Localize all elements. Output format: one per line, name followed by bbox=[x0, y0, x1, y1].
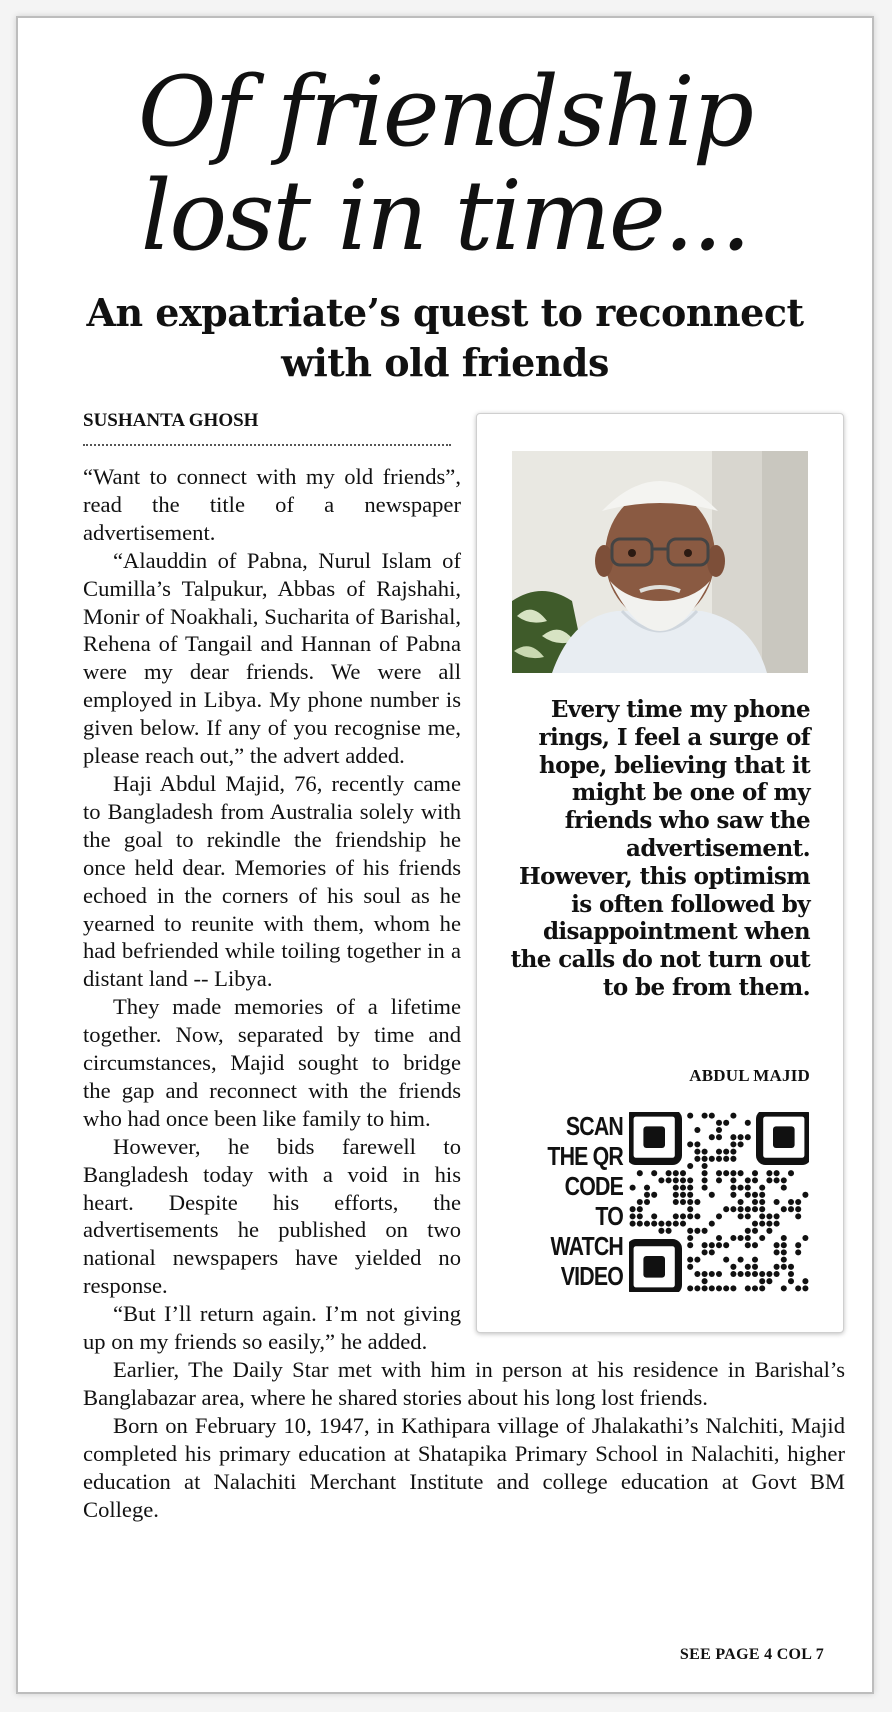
qr-prompt-line-5: WATCH bbox=[550, 1231, 623, 1261]
qr-prompt-line-6: VIDEO bbox=[560, 1261, 623, 1291]
qr-prompt-line-2: THE QR bbox=[547, 1141, 623, 1171]
article-paragraph-4: They made memories of a lifetime together. Now, separated by time and circumstances, Majid sought to bridge the gap and reconnect with the friends who had once been like family to him. bbox=[83, 994, 461, 1131]
headline-line-2: lost in time... bbox=[140, 160, 750, 272]
subheadline-line-2: with old friends bbox=[281, 340, 609, 385]
article-paragraph-6: “But I’ll return again. I’m not giving up on my friends so easily,” he added. bbox=[83, 1301, 461, 1355]
qr-prompt bbox=[528, 1111, 623, 1291]
quote-sidebar bbox=[476, 413, 844, 1333]
article-paragraph-7: Earlier, The Daily Star met with him in person at his residence in Barishal’s Banglabazar area, where he shared stories about his long lost friends. bbox=[83, 1357, 845, 1410]
portrait-illustration bbox=[512, 451, 808, 673]
qr-prompt-line-3: CODE bbox=[564, 1171, 623, 1201]
article-paragraph-1: “Want to connect with my old friends”, read the title of a newspaper advertisement. bbox=[83, 464, 461, 545]
qr-prompt-line-4: TO bbox=[595, 1201, 623, 1231]
qr-prompt-line-1: SCAN bbox=[565, 1111, 623, 1141]
article-paragraph-2: “Alauddin of Pabna, Nurul Islam of Cumilla’s Talpukur, Abbas of Rajshahi, Monir of Noakhali, Sucharita of Barishal, Rehena of Tangail and Hannan of Pabna were my dear friends. We were all employed in Libya. My phone number is given below. If any of you recognise me, please reach out,” the advert added. bbox=[83, 547, 461, 769]
pull-quote: Every time my phone rings, I feel a surge of hope, believing that it might be one of my friends who saw the advertisement. However, this optimism is often followed by disappointment when the calls do not turn out to be from them. bbox=[510, 696, 810, 1001]
continuation-note: SEE PAGE 4 COL 7 bbox=[679, 1646, 824, 1663]
article-paragraph-3: Haji Abdul Majid, 76, recently came to Bangladesh from Australia solely with the goal to rekindle the friendship he once held dear. Memories of his friends echoed in the corners of his soul as he yearned to reunite with them, whom he had befriended while toiling together in a distant land -- Libya. bbox=[83, 770, 461, 992]
headline bbox=[18, 56, 872, 272]
byline: SUSHANTA GHOSH bbox=[83, 408, 451, 446]
newspaper-page bbox=[16, 16, 874, 1694]
qr-code-icon[interactable] bbox=[629, 1112, 809, 1292]
subheadline bbox=[58, 288, 832, 388]
article-paragraph-8: Born on February 10, 1947, in Kathipara village of Jhalakathi’s Nalchiti, Majid completed his primary education at Shatapika Primary School in Nalachiti, higher education at Nalachiti Merchant Institute and college education at Govt BM College. bbox=[83, 1412, 845, 1522]
portrait-photo bbox=[512, 451, 808, 673]
subheadline-line-1: An expatriate’s quest to reconnect bbox=[86, 290, 804, 335]
article-paragraph-5: However, he bids farewell to Bangladesh today with a void in his heart. Despite his efforts, the advertisements he published on two national newspapers have yielded no response. bbox=[83, 1133, 461, 1299]
headline-line-1: Of friendship bbox=[137, 56, 753, 168]
quote-author: ABDUL MAJID bbox=[689, 1066, 810, 1085]
